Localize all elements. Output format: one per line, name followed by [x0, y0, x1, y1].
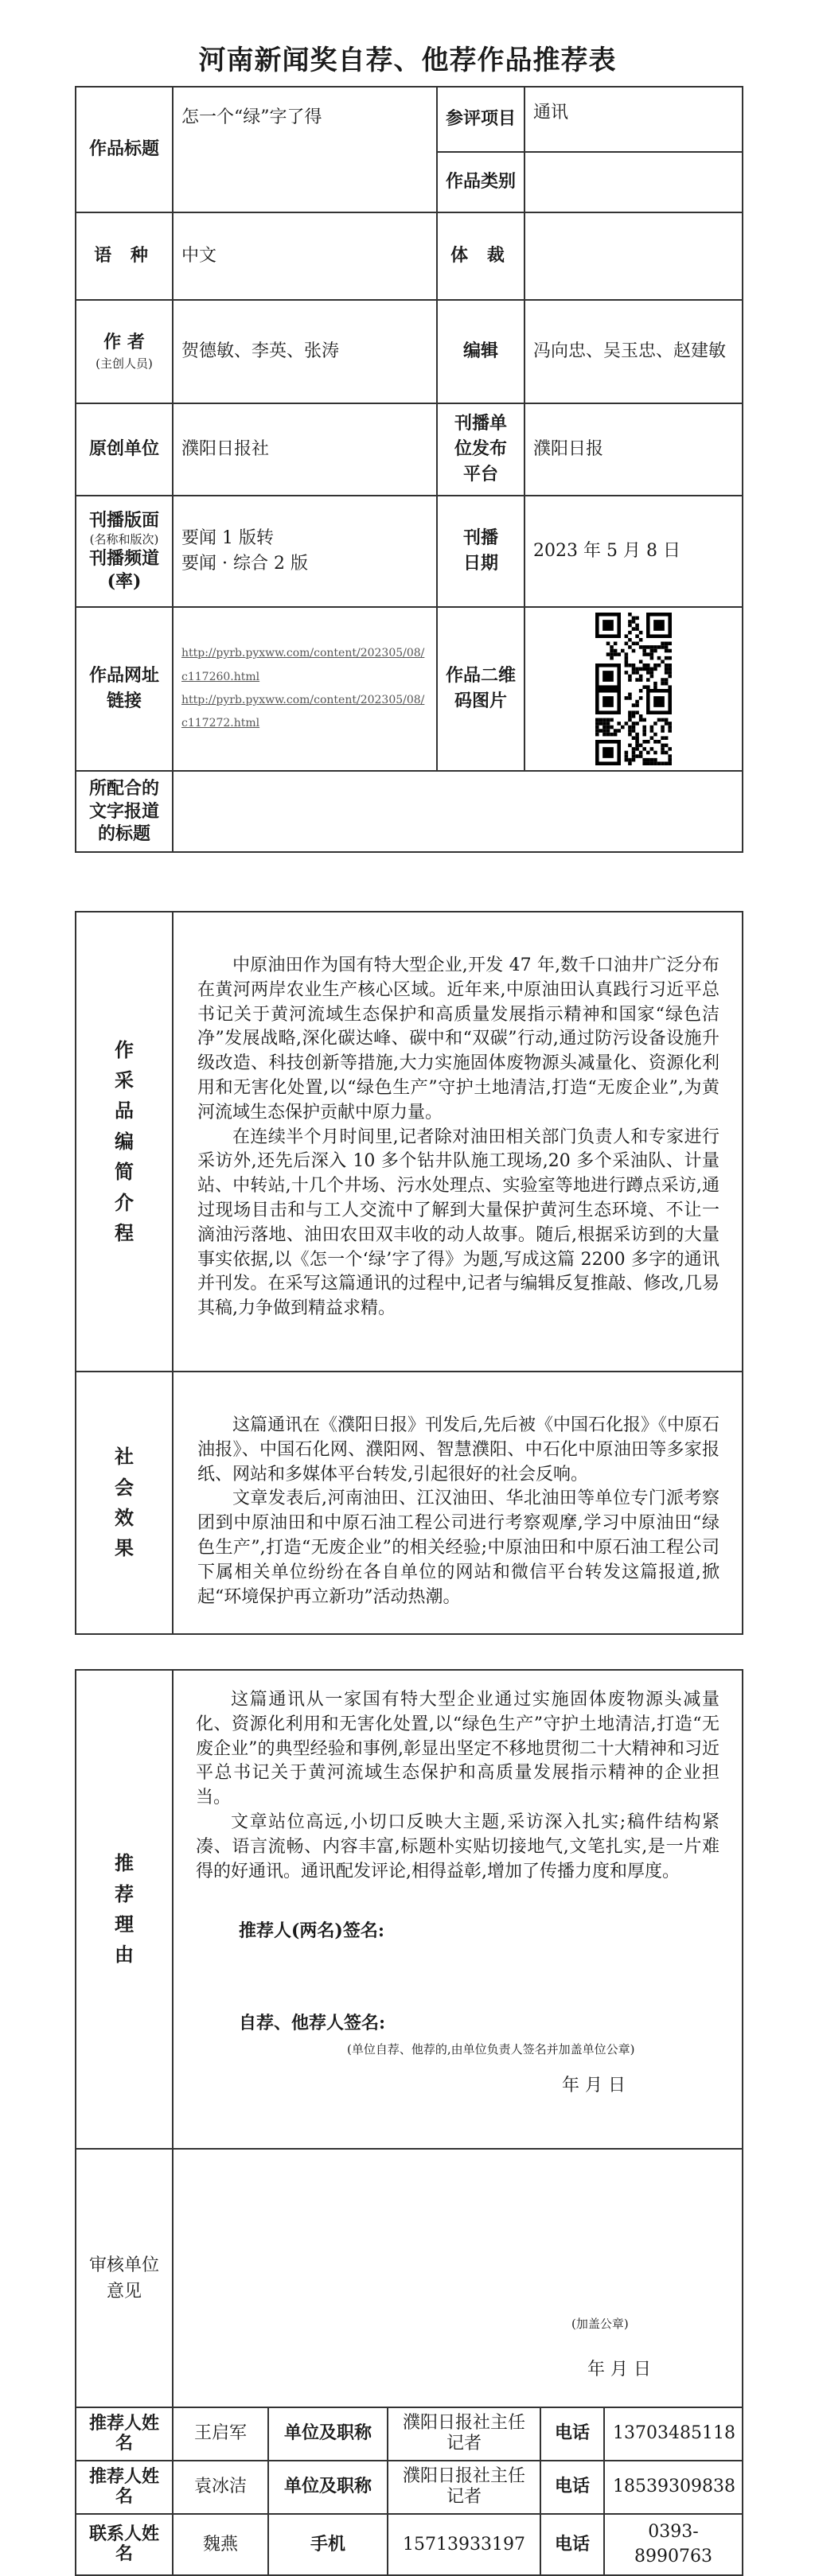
review-label [76, 2149, 173, 2407]
contact-unit-label: 手机 [268, 2514, 388, 2576]
contact-name: 魏燕 [173, 2514, 268, 2576]
origin-value: 濮阳日报社 [173, 403, 437, 496]
date-label: 刊播日期 [437, 496, 524, 607]
editor-label: 编辑 [437, 300, 524, 403]
contact-unit-label: 单位及职称 [268, 2407, 388, 2461]
effect-label [76, 1372, 173, 1634]
contact-row [76, 2514, 743, 2576]
qr-code-image-1 [595, 613, 672, 689]
intro-paragraph-1: 中原油田作为国有特大型企业,开发 47 年,数千口油井广泛分布在黄河两岸农业生产核心区域。近年来,中原油田认真践行习近平总书记关于黄河流域生态保护和高质量发展指示精神和国家“绿色洁净”发展战略,深化碳达峰、碳中和“双碳”行动,通过防污设备设施升级改造、科技创新等措施,大力实施固体废物源头减量化、资源化利用和无害化处置,以“绿色生产”守护土地清洁,打造“无废企业”,为黄河流域生态保护贡献中原力量。 [197, 955, 719, 1123]
contact-name: 王启军 [173, 2407, 268, 2461]
effect-paragraph-1: 这篇通讯在《濮阳日报》刊发后,先后被《中国石化报》《中原石油报》、中国石化网、濮阳网、智慧濮阳、中石化中原油田等多家报纸、网站和多媒体平台转发,引起很好的社会反响。 [197, 1415, 719, 1485]
author-sublabel: (主创人员) [96, 356, 153, 372]
page-label-3: (率) [107, 571, 142, 593]
contact-tel-label: 电话 [540, 2407, 604, 2461]
category-label: 参评项目 [437, 87, 524, 152]
contact-tel-label: 电话 [540, 2514, 604, 2576]
contact-unit-label: 单位及职称 [268, 2461, 388, 2514]
origin-label: 原创单位 [76, 403, 173, 496]
work-type-label: 作品类别 [437, 152, 524, 212]
recommender-sign: 推荐人(两名)签名: [239, 1920, 384, 1942]
related-value [173, 771, 743, 852]
work-title-value: 怎一个“绿”字了得 [173, 87, 437, 212]
reason-label-text: 推荐理由 [115, 1851, 134, 1967]
language-value: 中文 [173, 212, 437, 300]
intro-table [75, 911, 743, 1635]
review-content [173, 2149, 743, 2407]
contact-tel: 13703485118 [604, 2407, 743, 2461]
page-value-1: 要闻 1 版转 [181, 528, 274, 549]
related-label: 所配合的文字报道的标题 [76, 771, 173, 852]
contact-role: 联系人姓名 [76, 2514, 173, 2576]
work-title-label: 作品标题 [76, 87, 173, 212]
reason-label [76, 1670, 173, 2149]
effect-content [173, 1372, 743, 1634]
page-label-1: 刊播版面 [88, 510, 159, 531]
effect-label-text: 社会效果 [115, 1445, 134, 1560]
review-stamp: (加盖公章) [571, 2317, 629, 2332]
platform-label: 刊播单位发布平台 [437, 403, 524, 496]
page-label-cell [76, 496, 173, 607]
contact-row [76, 2461, 743, 2514]
authors-value: 贺德敏、李英、张涛 [173, 300, 437, 403]
intro-label-text: 作采品编简介程 [115, 1037, 134, 1244]
contact-unit: 濮阳日报社主任记者 [388, 2407, 540, 2461]
page-value-2: 要闻 · 综合 2 版 [181, 554, 308, 574]
contact-unit: 濮阳日报社主任记者 [388, 2461, 540, 2514]
qr-label: 作品二维码图片 [437, 607, 524, 771]
contact-tel: 18539309838 [604, 2461, 743, 2514]
url-link-2[interactable]: http://pyrb.pyxww.com/content/202305/08/c117272.html [181, 694, 425, 730]
date-value: 2023 年 5 月 8 日 [524, 496, 743, 607]
contact-tel: 0393-8990763 [604, 2514, 743, 2576]
qr-cell [524, 607, 743, 771]
genre-value [524, 212, 743, 300]
qr-code-image-2 [595, 689, 672, 765]
reason-paragraph-2: 文章站位高远,小切口反映大主题,采访深入扎实;稿件结构紧凑、语言流畅、内容丰富,标题朴实贴切接地气,文笔扎实,是一片难得的好通讯。通讯配发评论,相得益彰,增加了传播力度和厚度。 [196, 1811, 720, 1881]
category-value: 通讯 [524, 87, 743, 152]
platform-value: 濮阳日报 [524, 403, 743, 496]
reason-content [173, 1670, 743, 2149]
page-label-sub: (名称和版次) [89, 531, 159, 547]
reason-paragraph-1: 这篇通讯从一家国有特大型企业通过实施固体废物源头减量化、资源化利用和无害化处置,以“绿色生产”守护土地清洁,打造“无废企业”的典型经验和事例,彰显出坚定不移地贯彻二十大精神和习近平总书记关于黄河流域生态保护和高质量发展指示精神的企业担当。 [196, 1690, 720, 1808]
self-recommender-sign: 自荐、他荐人签名: [239, 2013, 386, 2034]
page-label-2: 刊播频道 [88, 548, 159, 570]
contact-unit: 15713933197 [388, 2514, 540, 2576]
url-cell [173, 607, 437, 771]
contact-role: 推荐人姓名 [76, 2461, 173, 2514]
form-title: 河南新闻奖自荐、他荐作品推荐表 [198, 45, 617, 76]
review-date: 年 月 日 [587, 2360, 651, 2380]
intro-label [76, 912, 173, 1372]
page-value-cell [173, 496, 437, 607]
contact-name: 袁冰洁 [173, 2461, 268, 2514]
genre-label: 体 裁 [437, 212, 524, 300]
sign-note: (单位自荐、他荐的,由单位负责人签名并加盖单位公章) [347, 2042, 635, 2057]
info-table [75, 86, 743, 853]
author-label: 作 者 [103, 332, 145, 353]
url-label: 作品网址链接 [76, 607, 173, 771]
intro-content [173, 912, 743, 1372]
contact-row [76, 2407, 743, 2461]
contact-role: 推荐人姓名 [76, 2407, 173, 2461]
intro-paragraph-2: 在连续半个月时间里,记者除对油田相关部门负责人和专家进行采访外,还先后深入 10 多个钻井队施工现场,20 多个采油队、计量站、中转站,十几个井场、污水处理点、实验室等地进行蹲点采访,通过现场目击和与工人交流中了解到大量保护黄河生态环境、不让一滴油污落地、油田农田双丰收的动人故事。随后,根据采访到的大量事实依据,以《怎一个‘绿’字了得》为题,写成这篇 2200 多字的通讯并刊发。在采写这篇通讯的过程中,记者与编辑反复推敲、修改,几易其稿,力争做到精益求精。 [197, 1127, 719, 1319]
language-label: 语 种 [76, 212, 173, 300]
reason-table [75, 1669, 743, 2576]
effect-paragraph-2: 文章发表后,河南油田、江汉油田、华北油田等单位专门派考察团到中原油田和中原石油工程公司进行考察观摩,学习中原油田“绿色生产”,打造“无废企业”的相关经验;中原油田和中原石油工程公司下属相关单位纷纷在各自单位的网站和微信平台转发这篇报道,掀起“环境保护再立新功”活动热潮。 [197, 1488, 719, 1607]
editors-value: 冯向忠、吴玉忠、赵建敏 [524, 300, 743, 403]
work-type-value [524, 152, 743, 212]
review-label-text: 审核单位意见 [88, 2255, 159, 2302]
url-link-1[interactable]: http://pyrb.pyxww.com/content/202305/08/c117260.html [181, 647, 425, 683]
reason-date: 年 月 日 [562, 2075, 626, 2095]
contact-tel-label: 电话 [540, 2461, 604, 2514]
author-label-cell [76, 300, 173, 403]
